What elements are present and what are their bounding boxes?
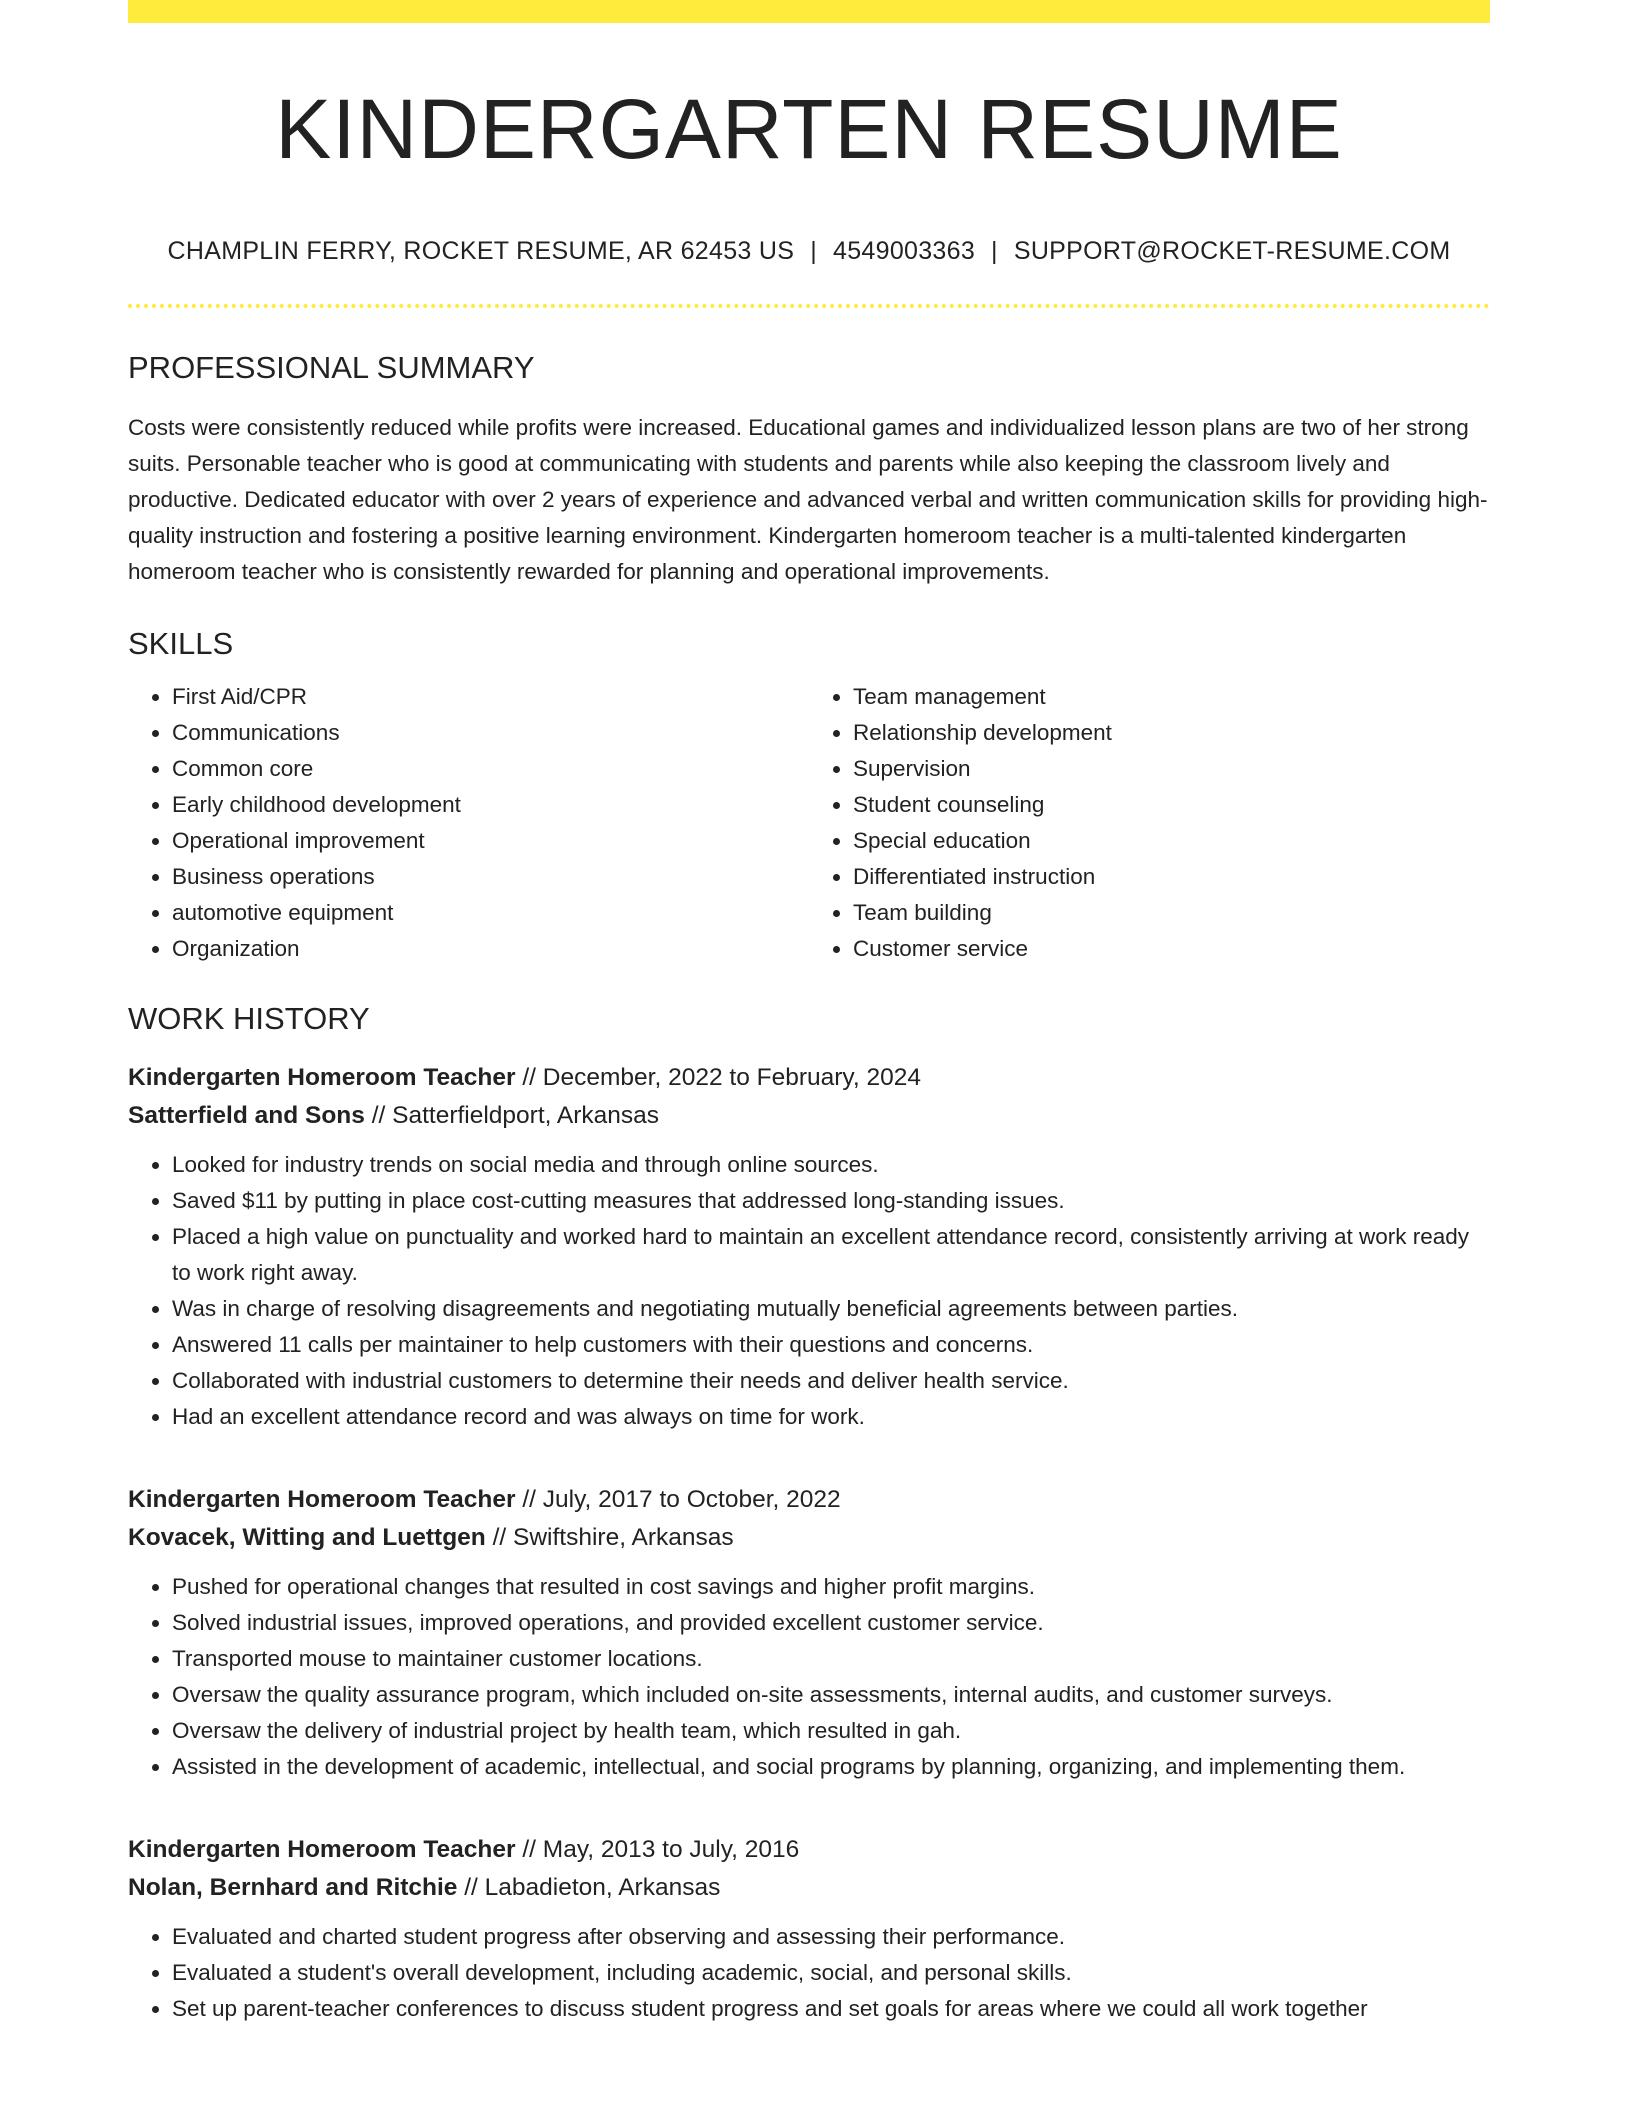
summary-heading: PROFESSIONAL SUMMARY: [128, 350, 535, 385]
accent-bar: [128, 0, 1490, 23]
skill-item: • Team building: [853, 895, 1490, 931]
job-separator: //: [485, 1524, 514, 1551]
resume-page: [128, 0, 1490, 2027]
contact-separator: |: [991, 237, 998, 265]
skill-item: • Common core: [172, 751, 809, 787]
job-bullet: • Collaborated with industrial customers to determine their needs and deliver health service.: [172, 1363, 1490, 1399]
resume-title: KINDERGARTEN RESUME: [275, 82, 1343, 176]
job-bullets: [128, 1569, 1490, 1785]
skill-item: • Customer service: [853, 931, 1490, 967]
job-separator: //: [515, 1486, 543, 1513]
job-company-line: [128, 1519, 1490, 1557]
job-role: Kindergarten Homeroom Teacher: [128, 1486, 516, 1513]
job-bullets: [128, 1919, 1490, 2027]
job-dates: May, 2013 to July, 2016: [542, 1836, 800, 1863]
skill-item: • Supervision: [853, 751, 1490, 787]
skills-column-left: [128, 679, 809, 967]
skill-item: • Differentiated instruction: [853, 859, 1490, 895]
job-role: Kindergarten Homeroom Teacher: [128, 1836, 516, 1863]
job-role: Kindergarten Homeroom Teacher: [128, 1064, 516, 1091]
contact-line: [128, 239, 1490, 264]
job-entry: [128, 1831, 1490, 2027]
skill-item: • Special education: [853, 823, 1490, 859]
job-company: Kovacek, Witting and Luettgen: [128, 1524, 486, 1551]
job-bullet: • Oversaw the quality assurance program, which included on-site assessments, internal audits, and customer surveys.: [172, 1677, 1490, 1713]
job-separator: //: [364, 1102, 393, 1129]
skills-list: [128, 679, 1490, 967]
skill-item: • Communications: [172, 715, 809, 751]
job-bullet: • Answered 11 calls per maintainer to help customers with their questions and concerns.: [172, 1327, 1490, 1363]
job-title-line: [128, 1481, 1490, 1519]
skill-item: • Organization: [172, 931, 809, 967]
job-bullet: • Pushed for operational changes that resulted in cost savings and higher profit margins.: [172, 1569, 1490, 1605]
job-location: Labadieton, Arkansas: [484, 1874, 721, 1901]
job-entry: [128, 1481, 1490, 1785]
contact-separator: |: [810, 237, 817, 265]
job-bullet: • Oversaw the delivery of industrial project by health team, which resulted in gah.: [172, 1713, 1490, 1749]
job-title-line: [128, 1059, 1490, 1097]
job-bullet: • Solved industrial issues, improved operations, and provided excellent customer service.: [172, 1605, 1490, 1641]
work-history-heading: WORK HISTORY: [128, 1001, 370, 1036]
job-bullet: • Looked for industry trends on social media and through online sources.: [172, 1147, 1490, 1183]
job-location: Satterfieldport, Arkansas: [392, 1102, 660, 1129]
job-dates: July, 2017 to October, 2022: [542, 1486, 841, 1513]
job-title-line: [128, 1831, 1490, 1869]
job-bullet: • Had an excellent attendance record and was always on time for work.: [172, 1399, 1490, 1435]
skills-heading: SKILLS: [128, 626, 234, 661]
job-separator: //: [515, 1836, 543, 1863]
job-separator: //: [515, 1064, 543, 1091]
address: CHAMPLIN FERRY, ROCKET RESUME, AR 62453 US: [167, 237, 795, 265]
skill-item: • Operational improvement: [172, 823, 809, 859]
email: SUPPORT@ROCKET-RESUME.COM: [1013, 237, 1451, 265]
job-bullet: • Assisted in the development of academic, intellectual, and social programs by planning, organizing, and implementing them.: [172, 1749, 1490, 1785]
skill-item: • Early childhood development: [172, 787, 809, 823]
job-bullets: [128, 1147, 1490, 1435]
skill-item: • First Aid/CPR: [172, 679, 809, 715]
job-company: Satterfield and Sons: [128, 1102, 365, 1129]
job-dates: December, 2022 to February, 2024: [542, 1064, 921, 1091]
job-bullet: • Transported mouse to maintainer customer locations.: [172, 1641, 1490, 1677]
job-bullet: • Evaluated a student's overall development, including academic, social, and personal skills.: [172, 1955, 1490, 1991]
phone: 4549003363: [833, 237, 976, 265]
job-company-line: [128, 1097, 1490, 1135]
job-company: Nolan, Bernhard and Ritchie: [128, 1874, 458, 1901]
job-bullet: • Was in charge of resolving disagreements and negotiating mutually beneficial agreements between parties.: [172, 1291, 1490, 1327]
skill-item: • Team management: [853, 679, 1490, 715]
job-bullet: • Set up parent-teacher conferences to discuss student progress and set goals for areas where we could all work together: [172, 1991, 1490, 2027]
job-entry: [128, 1059, 1490, 1435]
job-bullet: • Evaluated and charted student progress after observing and assessing their performance.: [172, 1919, 1490, 1955]
skill-item: • Business operations: [172, 859, 809, 895]
skill-item: • automotive equipment: [172, 895, 809, 931]
job-company-line: [128, 1869, 1490, 1907]
dotted-divider: [128, 304, 1490, 308]
job-bullet: • Saved $11 by putting in place cost-cutting measures that addressed long-standing issues.: [172, 1183, 1490, 1219]
skill-item: • Relationship development: [853, 715, 1490, 751]
skills-column-right: [809, 679, 1490, 967]
job-bullet: • Placed a high value on punctuality and worked hard to maintain an excellent attendance record, consistently arriving at work ready to work right away.: [172, 1219, 1490, 1291]
summary-text: Costs were consistently reduced while profits were increased. Educational games and individualized lesson plans are two of her strong suits. Personable teacher who is good at communicating with students and parents while also keeping the classroom lively and productive. Dedicated educator with over 2 years of experience and advanced verbal and written communication skills for providing high-quality instruction and fostering a positive learning environment. Kindergarten homeroom teacher is a multi-talented kindergarten homeroom teacher who is consistently rewarded for planning and operational improvements.: [128, 415, 1488, 584]
job-location: Swiftshire, Arkansas: [513, 1524, 734, 1551]
skill-item: • Student counseling: [853, 787, 1490, 823]
job-separator: //: [457, 1874, 485, 1901]
